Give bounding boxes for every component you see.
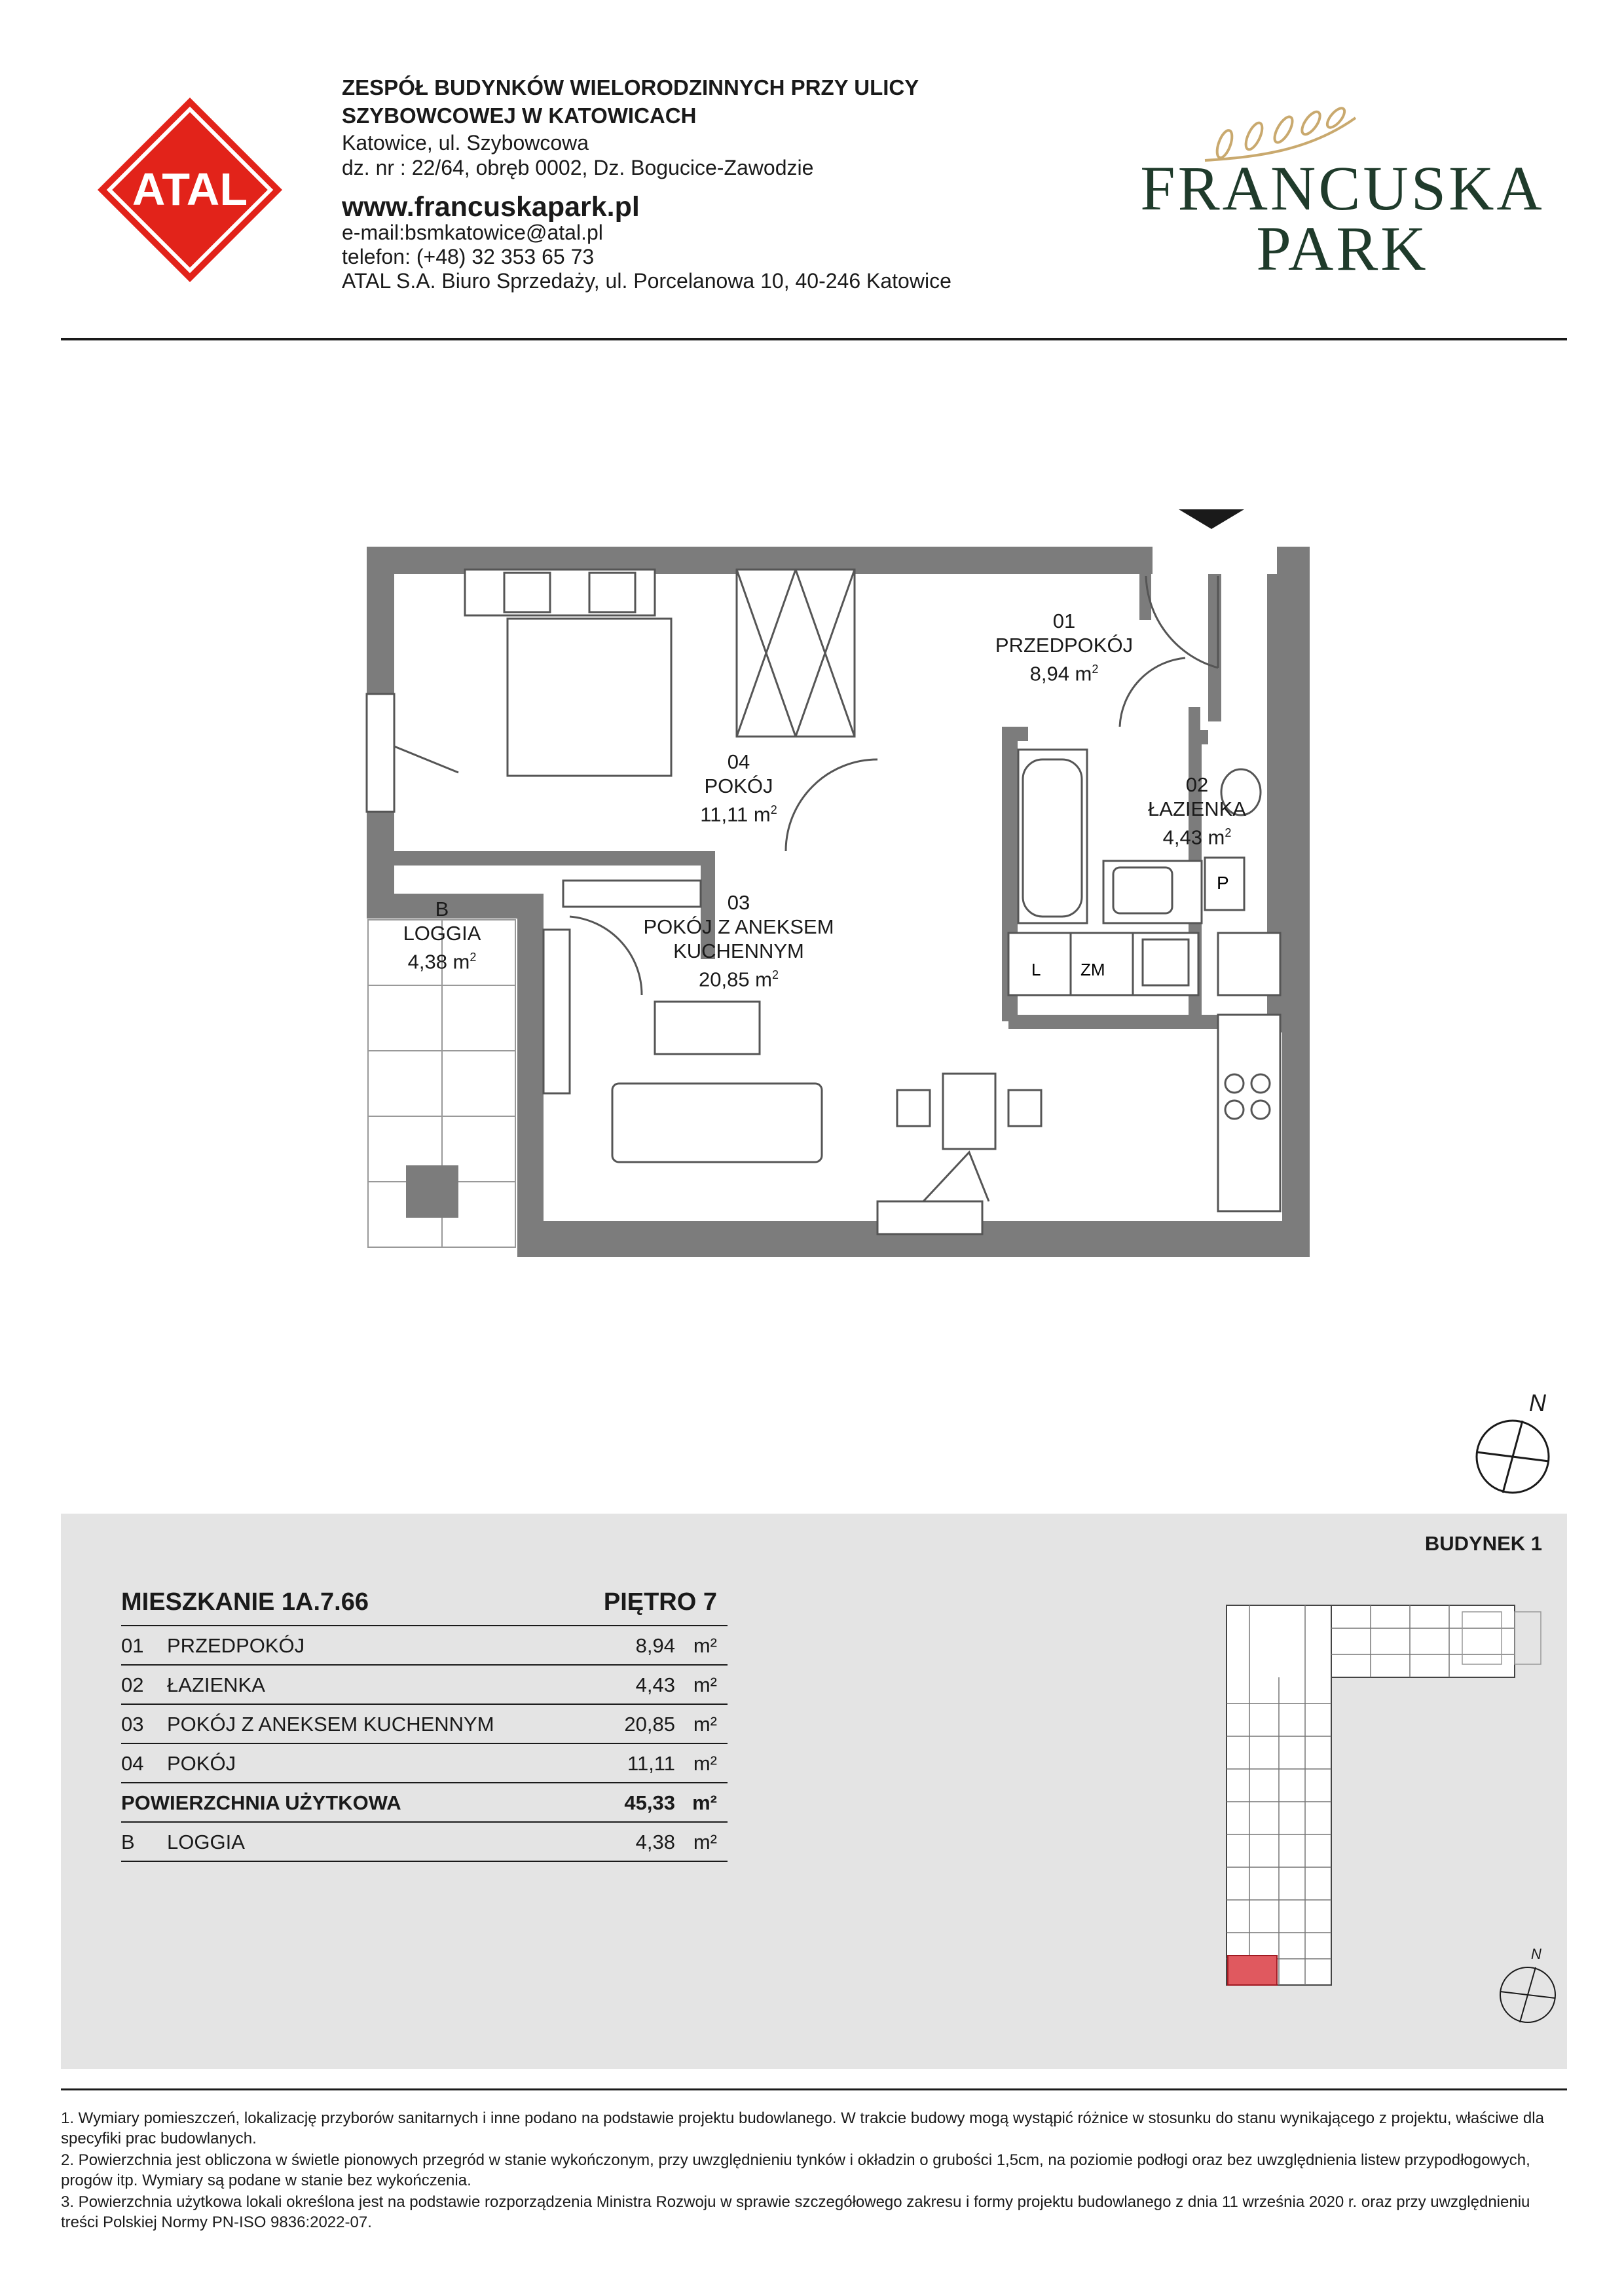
chair (1008, 1090, 1041, 1126)
floor-number: PIĘTRO 7 (603, 1588, 717, 1616)
floor-plan (354, 498, 1323, 1257)
window-living (544, 930, 570, 1093)
table-header (121, 1579, 728, 1626)
kitchen (1008, 933, 1280, 1211)
burner-icon (1225, 1101, 1244, 1119)
atal-logo (95, 95, 285, 285)
compass-n: N (1529, 1389, 1546, 1416)
room-label-02: 02 ŁAZIENKA 4,43 $m^2$ (1148, 773, 1246, 849)
burner-icon (1251, 1101, 1270, 1119)
header-email[interactable]: e-mail:bsmkatowice@atal.pl (342, 221, 603, 244)
table-row: 04 POKÓJ 11,11 m² (121, 1744, 728, 1783)
header-title-line2: SZYBOWCOWEJ W KATOWICACH (342, 103, 697, 128)
svg-text:N: N (1531, 1946, 1541, 1962)
room-label-04: 04 POKÓJ 11,11 $m^2$ (700, 750, 777, 826)
loggia-column (406, 1165, 458, 1218)
olive-branch-icon (1205, 105, 1356, 160)
header-website-link[interactable]: www.francuskapark.pl (342, 191, 640, 223)
atal-logo-text: ATAL (132, 164, 248, 215)
header-phone: telefon: (+48) 32 353 65 73 (342, 245, 595, 268)
table-row: 03 POKÓJ Z ANEKSEM KUCHENNYM 20,85 m² (121, 1705, 728, 1744)
francuska-park-logo (1139, 98, 1545, 282)
logo-park: PARK (1256, 213, 1429, 282)
window-bedroom (367, 694, 394, 812)
logo-francuska: FRANCUSKA (1140, 153, 1545, 223)
appliance-l-label: L (1031, 960, 1041, 979)
building-key-plan (1200, 1592, 1593, 2050)
table-row-loggia: B LOGGIA 4,38 m² (121, 1823, 728, 1862)
footnote-1: 1. Wymiary pomieszczeń, lokalizację przyborów sanitarnych i inne podano na podstawie projektu budowlanego. W trakcie budowy mogą wystąpić różnice w stosunku do stanu wynikającego z projektu, właściwe dla specyfiki prac budowlanych. (61, 2109, 1544, 2147)
header-divider (61, 338, 1567, 340)
dining-table (943, 1074, 995, 1149)
info-panel (61, 1514, 1567, 2069)
header-address: Katowice, ul. Szybowcowa (342, 131, 589, 155)
apartment-number: MIESZKANIE 1A.7.66 (121, 1588, 369, 1616)
building-label: BUDYNEK 1 (1424, 1532, 1542, 1555)
burner-icon (1251, 1074, 1270, 1093)
unit-highlight (1228, 1956, 1277, 1985)
window-balcony (877, 1201, 982, 1234)
appliance-zm-label: ZM (1080, 960, 1105, 979)
wardrobe (737, 570, 855, 737)
chair (897, 1090, 930, 1126)
coffee-table (655, 1002, 760, 1054)
table-row: 01 PRZEDPOKÓJ 8,94 m² (121, 1626, 728, 1666)
compass-icon (1467, 1388, 1559, 1499)
burner-icon (1225, 1074, 1244, 1093)
living-furniture (612, 1002, 1041, 1162)
room-label-01: 01 PRZEDPOKÓJ 8,94 $m^2$ (995, 610, 1134, 685)
room-table (121, 1579, 728, 1862)
entrance-arrow-icon (1179, 509, 1244, 529)
table-total-row: POWIERZCHNIA UŻYTKOWA 45,33 m² (121, 1783, 728, 1823)
room-label-03: 03 POKÓJ Z ANEKSEM KUCHENNYM 20,85 $m^2$ (643, 891, 834, 991)
header-title-line1: ZESPÓŁ BUDYNKÓW WIELORODZINNYCH PRZY ULICY (342, 75, 919, 100)
table-row: 02 ŁAZIENKA 4,43 m² (121, 1666, 728, 1705)
footer-divider (61, 2088, 1567, 2090)
header-parcel: dz. nr : 22/64, obręb 0002, Dz. Bogucice-Zawodzie (342, 156, 814, 179)
room-label-b: B LOGGIA 4,38 $m^2$ (403, 898, 481, 974)
footnote-2: 2. Powierzchnia jest obliczona w świetle pionowych przegród w stanie wykończonym, przy uwzględnieniu tynków i okładzin o grubości 1,5cm, na poziomie podłogi oraz bez uwzględnienia listew przypodłogowych, progów itp. Wymiary są podane w stanie bez wykończenia. (61, 2151, 1530, 2189)
key-plan-compass-icon (1500, 1946, 1555, 2022)
appliance-p-label: P (1217, 873, 1229, 893)
header-office: ATAL S.A. Biuro Sprzedaży, ul. Porcelanowa 10, 40-246 Katowice (342, 269, 951, 293)
footnote-3: 3. Powierzchnia użytkowa lokali określona jest na podstawie rozporządzenia Ministra Rozwoju w sprawie szczegółowego zakresu i formy projektu budowlanego z dnia 11 września 2020 r. oraz przy uwzględnieniu treści Polskiej Normy PN-ISO 9836:2022-07. (61, 2193, 1530, 2231)
sofa (612, 1084, 822, 1162)
